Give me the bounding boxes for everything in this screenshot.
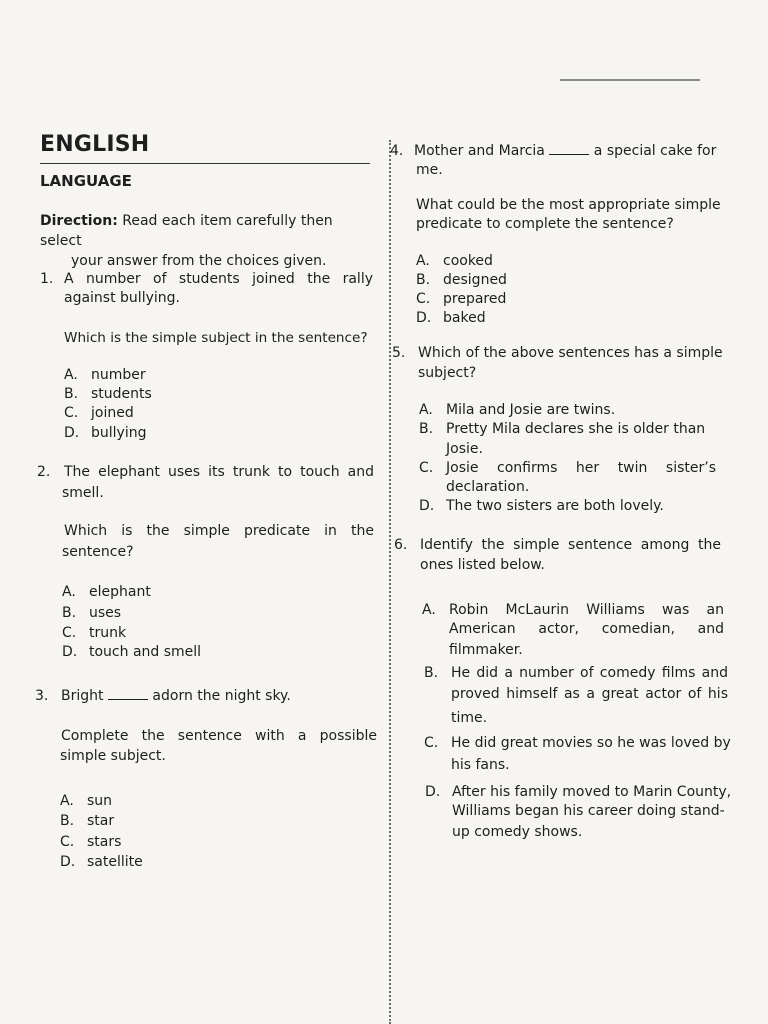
top-edge-line — [560, 79, 700, 81]
question-2-option-d[interactable] — [62, 643, 201, 662]
question-4-stem-before: Mother and Marcia — [414, 143, 545, 159]
option-letter: B. — [64, 386, 79, 402]
option-text: elephant — [89, 584, 151, 600]
question-5-option-d[interactable] — [419, 497, 664, 516]
option-letter: A. — [419, 402, 433, 418]
option-letter: C. — [62, 625, 77, 641]
question-2-option-c[interactable] — [62, 624, 126, 643]
question-6-option-b-line3: time. — [451, 710, 488, 726]
direction-label: Direction: — [40, 213, 118, 229]
option-letter: B. — [60, 813, 75, 829]
direction-block — [40, 211, 375, 271]
question-3-option-c[interactable] — [60, 833, 121, 852]
question-2-prompt-line1: Which is the simple predicate in the — [64, 523, 374, 539]
question-6-option-b[interactable] — [424, 664, 728, 683]
question-6-stem-line1: Identify the simple sentence among the — [420, 537, 721, 553]
option-letter: C. — [60, 834, 75, 850]
option-letter: A. — [62, 584, 76, 600]
question-1-option-d[interactable] — [64, 424, 146, 443]
question-6-option-c[interactable] — [424, 734, 731, 753]
question-4-option-c[interactable] — [416, 290, 506, 309]
answer-blank — [549, 142, 589, 155]
option-text: The two sisters are both lovely. — [446, 498, 664, 514]
option-letter: C. — [424, 735, 439, 751]
option-text: cooked — [443, 253, 493, 269]
question-6-option-d-line2: Williams began his career doing stand- — [452, 803, 725, 819]
question-5-option-c[interactable] — [419, 459, 716, 478]
question-5-option-c-line2: declaration. — [446, 479, 530, 495]
direction-line2: your answer from the choices given. — [71, 253, 327, 269]
question-1-stem-line2: against bullying. — [64, 290, 180, 306]
question-4-option-d[interactable] — [416, 309, 486, 328]
question-3-option-d[interactable] — [60, 853, 143, 872]
option-text: Josie confirms her twin sister’s — [446, 460, 716, 476]
option-text: students — [91, 386, 152, 402]
question-4-option-b[interactable] — [416, 271, 507, 290]
option-text: joined — [91, 405, 134, 421]
question-5-option-b[interactable] — [419, 420, 705, 439]
option-text: Pretty Mila declares she is older than — [446, 421, 706, 437]
question-4-stem-line2: me. — [416, 162, 443, 178]
question-6-option-a-line3: filmmaker. — [449, 642, 523, 658]
question-1-prompt: Which is the simple subject in the sentence? — [64, 330, 368, 346]
question-2-stem-line2: smell. — [62, 485, 104, 501]
option-text: He did a number of comedy films and — [451, 665, 728, 681]
question-1-number: 1. — [40, 271, 54, 287]
option-text: number — [91, 367, 146, 383]
question-3-stem-before: Bright — [61, 688, 104, 704]
question-1-option-a[interactable] — [64, 366, 146, 385]
option-letter: C. — [416, 291, 431, 307]
question-2-stem-line1: The elephant uses its trunk to touch and — [64, 464, 374, 480]
question-1-stem-line1: A number of students joined the rally — [64, 271, 373, 287]
question-3-stem-after: adorn the night sky. — [152, 688, 291, 704]
option-text: touch and smell — [89, 644, 202, 660]
answer-blank — [108, 687, 148, 700]
option-letter: D. — [425, 784, 441, 800]
option-letter: B. — [419, 421, 434, 437]
question-4-stem-after: a special cake for — [593, 143, 717, 159]
option-text: prepared — [443, 291, 507, 307]
question-6-option-d-line3: up comedy shows. — [452, 824, 583, 840]
option-letter: D. — [419, 498, 435, 514]
option-text: Mila and Josie are twins. — [446, 402, 616, 418]
question-2-option-a[interactable] — [62, 583, 151, 602]
question-4-number: 4. — [390, 143, 404, 159]
option-text: designed — [443, 272, 507, 288]
title-underline — [40, 163, 370, 164]
question-4-option-a[interactable] — [416, 252, 493, 271]
question-4-prompt-line1: What could be the most appropriate simple — [416, 197, 721, 213]
option-letter: D. — [62, 644, 78, 660]
question-5-option-b-line2: Josie. — [446, 441, 483, 457]
question-6-stem-line2: ones listed below. — [420, 557, 545, 573]
column-divider — [389, 140, 391, 1024]
option-letter: A. — [422, 602, 436, 618]
question-3-number: 3. — [35, 688, 49, 704]
question-3-option-b[interactable] — [60, 812, 114, 831]
question-5-option-a[interactable] — [419, 401, 615, 420]
option-letter: A. — [64, 367, 78, 383]
question-4-stem — [414, 142, 716, 161]
option-text: trunk — [89, 625, 127, 641]
question-2-prompt-line2: sentence? — [62, 544, 134, 560]
question-2-number: 2. — [37, 464, 51, 480]
option-letter: D. — [60, 854, 76, 870]
option-text: Robin McLaurin Williams was an — [449, 602, 724, 618]
option-letter: D. — [64, 425, 80, 441]
page-title: ENGLISH — [40, 132, 150, 157]
question-6-option-c-line2: his fans. — [451, 757, 510, 773]
question-4-prompt-line2: predicate to complete the sentence? — [416, 216, 674, 232]
question-6-option-d[interactable] — [425, 783, 731, 802]
option-text: bullying — [91, 425, 147, 441]
question-5-number: 5. — [392, 345, 406, 361]
option-text: After his family moved to Marin County, — [452, 784, 732, 800]
option-text: uses — [89, 605, 122, 621]
option-text: He did great movies so he was loved by — [451, 735, 731, 751]
option-letter: A. — [416, 253, 430, 269]
option-text: baked — [443, 310, 486, 326]
question-3-stem — [61, 687, 291, 706]
question-1-option-b[interactable] — [64, 385, 152, 404]
question-1-option-c[interactable] — [64, 404, 134, 423]
section-subtitle: LANGUAGE — [40, 172, 132, 190]
question-3-option-a[interactable] — [60, 792, 112, 811]
question-3-prompt-line1: Complete the sentence with a possible — [61, 728, 377, 744]
option-letter: D. — [416, 310, 432, 326]
question-6-option-b-line2: proved himself as a great actor of his — [451, 686, 728, 702]
option-letter: A. — [60, 793, 74, 809]
option-text: stars — [87, 834, 122, 850]
question-3-prompt-line2: simple subject. — [60, 748, 166, 764]
direction-line1: Read each item carefully then select — [40, 213, 333, 249]
question-5-stem-line2: subject? — [418, 365, 477, 381]
question-2-option-b[interactable] — [62, 604, 121, 623]
option-text: satellite — [87, 854, 143, 870]
option-text: sun — [87, 793, 113, 809]
option-letter: B. — [62, 605, 77, 621]
option-letter: C. — [64, 405, 79, 421]
question-5-stem-line1: Which of the above sentences has a simple — [418, 345, 723, 361]
question-6-number: 6. — [394, 537, 408, 553]
question-6-option-a[interactable] — [422, 601, 724, 620]
option-letter: C. — [419, 460, 434, 476]
question-6-option-a-line2: American actor, comedian, and — [449, 621, 724, 637]
option-letter: B. — [424, 665, 439, 681]
option-text: star — [87, 813, 115, 829]
option-letter: B. — [416, 272, 431, 288]
